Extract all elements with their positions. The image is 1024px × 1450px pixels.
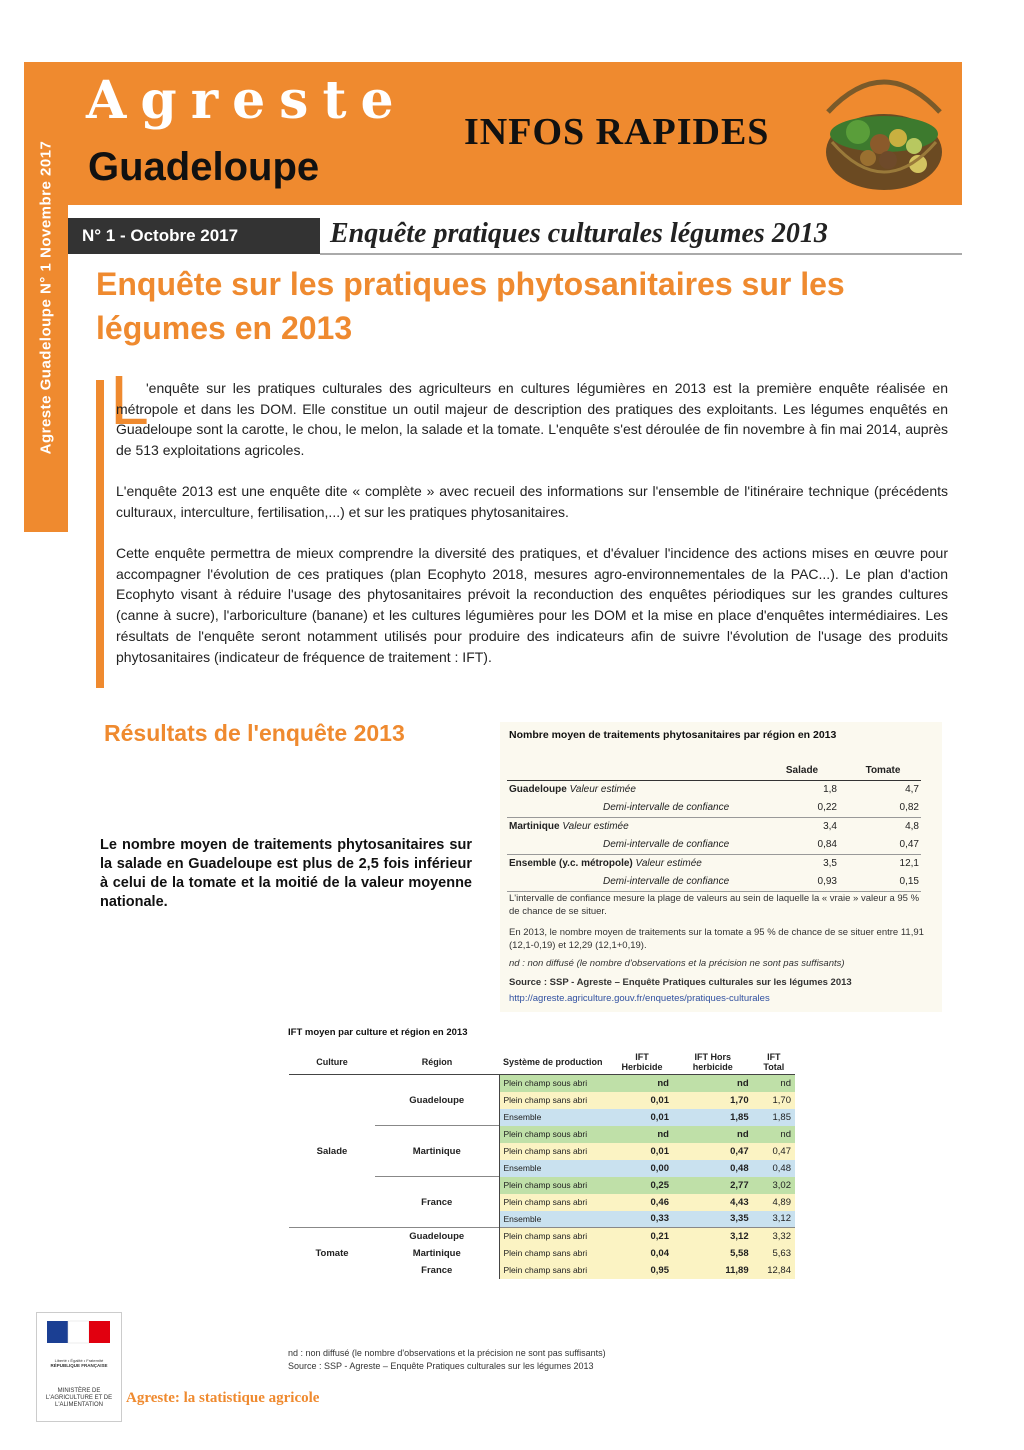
ift-value-cell: 3,35 <box>673 1211 753 1228</box>
ift-value-cell: nd <box>673 1126 753 1143</box>
results-summary: Le nombre moyen de traitements phytosanitaires sur la salade en Guadeloupe est plus de 2,5 fois inférieur à celui de la tomate et la moitié de la valeur moyenne nationale. <box>100 837 472 910</box>
systeme-cell: Plein champ sans abri <box>499 1245 611 1262</box>
table1-title: Nombre moyen de traitements phytosanitaires par région en 2013 <box>509 729 837 741</box>
ift-value-cell: 0,46 <box>611 1194 673 1211</box>
systeme-cell: Plein champ sous abri <box>499 1177 611 1194</box>
systeme-cell: Plein champ sans abri <box>499 1194 611 1211</box>
table-row <box>289 1075 795 1092</box>
ift-value-cell: 0,47 <box>673 1143 753 1160</box>
systeme-cell: Plein champ sans abri <box>499 1228 611 1245</box>
ift-value-cell: 1,70 <box>673 1092 753 1109</box>
systeme-cell: Ensemble <box>499 1160 611 1177</box>
table1-tomate-value: 12,1 <box>899 858 919 869</box>
systeme-cell: Plein champ sans abri <box>499 1262 611 1279</box>
systeme-cell: Ensemble <box>499 1211 611 1228</box>
ift-value-cell: nd <box>611 1126 673 1143</box>
paragraph-complete: L'enquête 2013 est une enquête dite « complète » avec recueil des informations sur l'ensemble de l'itinéraire technique (précédents culturaux, interculture, fertilisation,...) et sur les pratiques phytosanitaires. <box>116 483 948 520</box>
table1-row-label: Demi-intervalle de confiance <box>603 876 730 887</box>
ift-value-cell: 0,01 <box>611 1143 673 1160</box>
table2-header-row <box>289 1050 795 1075</box>
header-culture: Culture <box>289 1050 375 1075</box>
region-title: Guadeloupe <box>88 145 320 189</box>
header-ift-total: IFT Total <box>753 1050 795 1075</box>
results-title: Résultats de l'enquête 2013 <box>104 720 405 746</box>
footer-tagline: Agreste: la statistique agricole <box>126 1390 320 1406</box>
table1-salade-value: 3,4 <box>823 821 837 832</box>
vegetable-basket-icon <box>818 72 950 196</box>
table1-tomate-value: 0,47 <box>899 839 919 850</box>
ift-value-cell: 1,85 <box>673 1109 753 1126</box>
ift-value-cell: 4,43 <box>673 1194 753 1211</box>
table1-row <box>507 836 921 855</box>
table2-notes <box>288 1347 788 1373</box>
header-ift-hors-herbicide: IFT Hors herbicide <box>673 1050 753 1075</box>
marianne-flag-icon <box>37 1313 121 1353</box>
ift-value-cell: 0,01 <box>611 1109 673 1126</box>
subject-underline <box>320 253 962 255</box>
region-cell: Guadeloupe <box>409 1094 465 1106</box>
ift-value-cell: nd <box>611 1075 673 1092</box>
paragraph-ecophyto: Cette enquête permettra de mieux comprendre la diversité des pratiques, et d'évaluer l'incidence des actions mises en œuvre pour accompagner l'évolution de ces pratiques (plan Ecophyto 2018, mesures agro-environnementales de la PAC...). Le plan d'action Ecophyto visant à réduire l'usage des phytosanitaires prévoit la reconduction des enquêtes périodiques sur les grandes cultures (canne à sucre), l'arboriculture (banane) et les cultures légumières pour les DOM et la mise en place d'enquêtes intermédiaires. Les résultats de l'enquête seront notamment utilisés pour produire des indicateurs afin de suivre l'évolution de l'usage des produits phytosanitaires (indicateur de fréquence de traitement : IFT). <box>116 545 948 665</box>
region-cell: Guadeloupe <box>375 1228 499 1245</box>
ift-value-cell: 0,21 <box>611 1228 673 1245</box>
ift-value-cell: 0,25 <box>611 1177 673 1194</box>
header-region: Région <box>375 1050 499 1075</box>
table2-note: nd : non diffusé (le nombre d'observations et la précision ne sont pas suffisants) <box>288 1348 606 1358</box>
ministry-logo <box>36 1312 122 1422</box>
infos-rapides-label: INFOS RAPIDES <box>464 111 770 153</box>
ift-value-cell: 5,63 <box>753 1245 795 1262</box>
ift-value-cell: 3,12 <box>753 1211 795 1228</box>
ift-value-cell: nd <box>753 1075 795 1092</box>
ift-value-cell: 2,77 <box>673 1177 753 1194</box>
table1-tomate-value: 4,7 <box>905 784 919 795</box>
header-systeme: Système de production <box>499 1050 611 1075</box>
table1-tomate-value: 0,82 <box>899 802 919 813</box>
table1-salade-value: 0,22 <box>817 802 837 813</box>
table1-row <box>507 818 921 836</box>
culture-cell: Tomate <box>289 1228 375 1279</box>
table1-note: http://agreste.agriculture.gouv.fr/enquetes/pratiques-culturales <box>509 993 770 1004</box>
ift-value-cell: nd <box>753 1126 795 1143</box>
ift-value-cell: 5,58 <box>673 1245 753 1262</box>
systeme-cell: Plein champ sans abri <box>499 1092 611 1109</box>
ift-value-cell: 0,00 <box>611 1160 673 1177</box>
ift-value-cell: 3,12 <box>673 1228 753 1245</box>
table1-row <box>507 873 921 892</box>
table1-note: L'intervalle de confiance mesure la plage de valeurs au sein de laquelle la « vraie » valeur a 95 % de chance de se situer. <box>509 893 920 917</box>
table1-row-label: Guadeloupe Valeur estimée <box>509 784 636 795</box>
ift-value-cell: 0,95 <box>611 1262 673 1279</box>
table1-row <box>507 799 921 818</box>
table1-salade-value: 0,84 <box>817 839 837 850</box>
table1-row-label: Ensemble (y.c. métropole) Valeur estimée <box>509 858 702 869</box>
ift-value-cell: 0,04 <box>611 1245 673 1262</box>
side-text: Agreste Guadeloupe N° 1 Novembre 2017 <box>37 140 55 454</box>
ift-table <box>289 1050 795 1279</box>
region-cell: Martinique <box>375 1126 499 1177</box>
table1-header: Salade Tomate <box>507 762 921 781</box>
table1-salade-value: 0,93 <box>817 876 837 887</box>
systeme-cell: Plein champ sous abri <box>499 1075 611 1092</box>
ift-value-cell: 12,84 <box>753 1262 795 1279</box>
table1-row <box>507 855 921 873</box>
table2-source: Source : SSP - Agreste – Enquête Pratiques culturales sur les légumes 2013 <box>288 1361 594 1371</box>
table1-row-label: Demi-intervalle de confiance <box>603 839 730 850</box>
ift-value-cell: 0,33 <box>611 1211 673 1228</box>
logo-motto: Liberté • Égalité • Fraternité <box>54 1358 104 1363</box>
drop-cap: L <box>110 361 149 439</box>
ift-value-cell: 4,89 <box>753 1194 795 1211</box>
region-cell: Martinique <box>412 1247 461 1259</box>
left-accent-bar <box>96 380 104 688</box>
paragraph-intro: 'enquête sur les pratiques culturales des agriculteurs en cultures légumières en 2013 est la première enquête réalisée en métropole et dans les DOM. Elle constitue un outil majeur de description des pratiques des exploitants. Les légumes enquêtés en Guadeloupe sont la carotte, le chou, le melon, la salade et la tomate. L'enquête s'est déroulée de fin novembre à fin mai 2014, auprès de 513 exploitations agricoles. <box>116 380 948 459</box>
ift-value-cell: 0,48 <box>673 1160 753 1177</box>
ift-value-cell: 1,70 <box>753 1092 795 1109</box>
ift-value-cell: 11,89 <box>673 1262 753 1279</box>
table1-row <box>507 781 921 799</box>
survey-subject: Enquête pratiques culturales légumes 2013 <box>330 218 828 249</box>
table1-salade-value: 3,5 <box>823 858 837 869</box>
culture-cell: Salade <box>316 1145 348 1157</box>
ift-value-cell: nd <box>673 1075 753 1092</box>
table1-row-label: Martinique Valeur estimée <box>509 821 629 832</box>
table1-note: Source : SSP - Agreste – Enquête Pratiques culturales sur les légumes 2013 <box>509 977 852 988</box>
ift-value-cell: 0,48 <box>753 1160 795 1177</box>
logo-ministry: MINISTÈRE DE L'AGRICULTURE ET DE L'ALIMENTATION <box>45 1388 113 1408</box>
header-ift-herbicide: IFT Herbicide <box>611 1050 673 1075</box>
issue-number: N° 1 - Octobre 2017 <box>68 218 320 254</box>
region-cell: France <box>421 1264 453 1276</box>
table2-title: IFT moyen par culture et région en 2013 <box>288 1027 468 1038</box>
table1-tomate-value: 4,8 <box>905 821 919 832</box>
ift-value-cell: 3,02 <box>753 1177 795 1194</box>
systeme-cell: Plein champ sans abri <box>499 1143 611 1160</box>
logo-republique: RÉPUBLIQUE FRANÇAISE <box>50 1363 108 1368</box>
systeme-cell: Plein champ sous abri <box>499 1126 611 1143</box>
ift-value-cell: 0,01 <box>611 1092 673 1109</box>
table1-tomate-value: 0,15 <box>899 876 919 887</box>
systeme-cell: Ensemble <box>499 1109 611 1126</box>
ift-value-cell: 3,32 <box>753 1228 795 1245</box>
table-row <box>289 1228 795 1245</box>
brand-title: Agreste <box>86 70 408 131</box>
table1-row-label: Demi-intervalle de confiance <box>603 802 730 813</box>
table1-note: nd : non diffusé (le nombre d'observations et la précision ne sont pas suffisants) <box>509 958 845 969</box>
region-cell: France <box>375 1177 499 1228</box>
ift-value-cell: 1,85 <box>753 1109 795 1126</box>
page-headline: Enquête sur les pratiques phytosanitaires sur les légumes en 2013 <box>96 266 845 346</box>
table1-note: En 2013, le nombre moyen de traitements sur la tomate a 95 % de chance de se situer entre 11,91 (12,1-0,19) et 12,29 (12,1+0,19). <box>509 927 924 951</box>
ift-value-cell: 0,47 <box>753 1143 795 1160</box>
table1-salade-value: 1,8 <box>823 784 837 795</box>
